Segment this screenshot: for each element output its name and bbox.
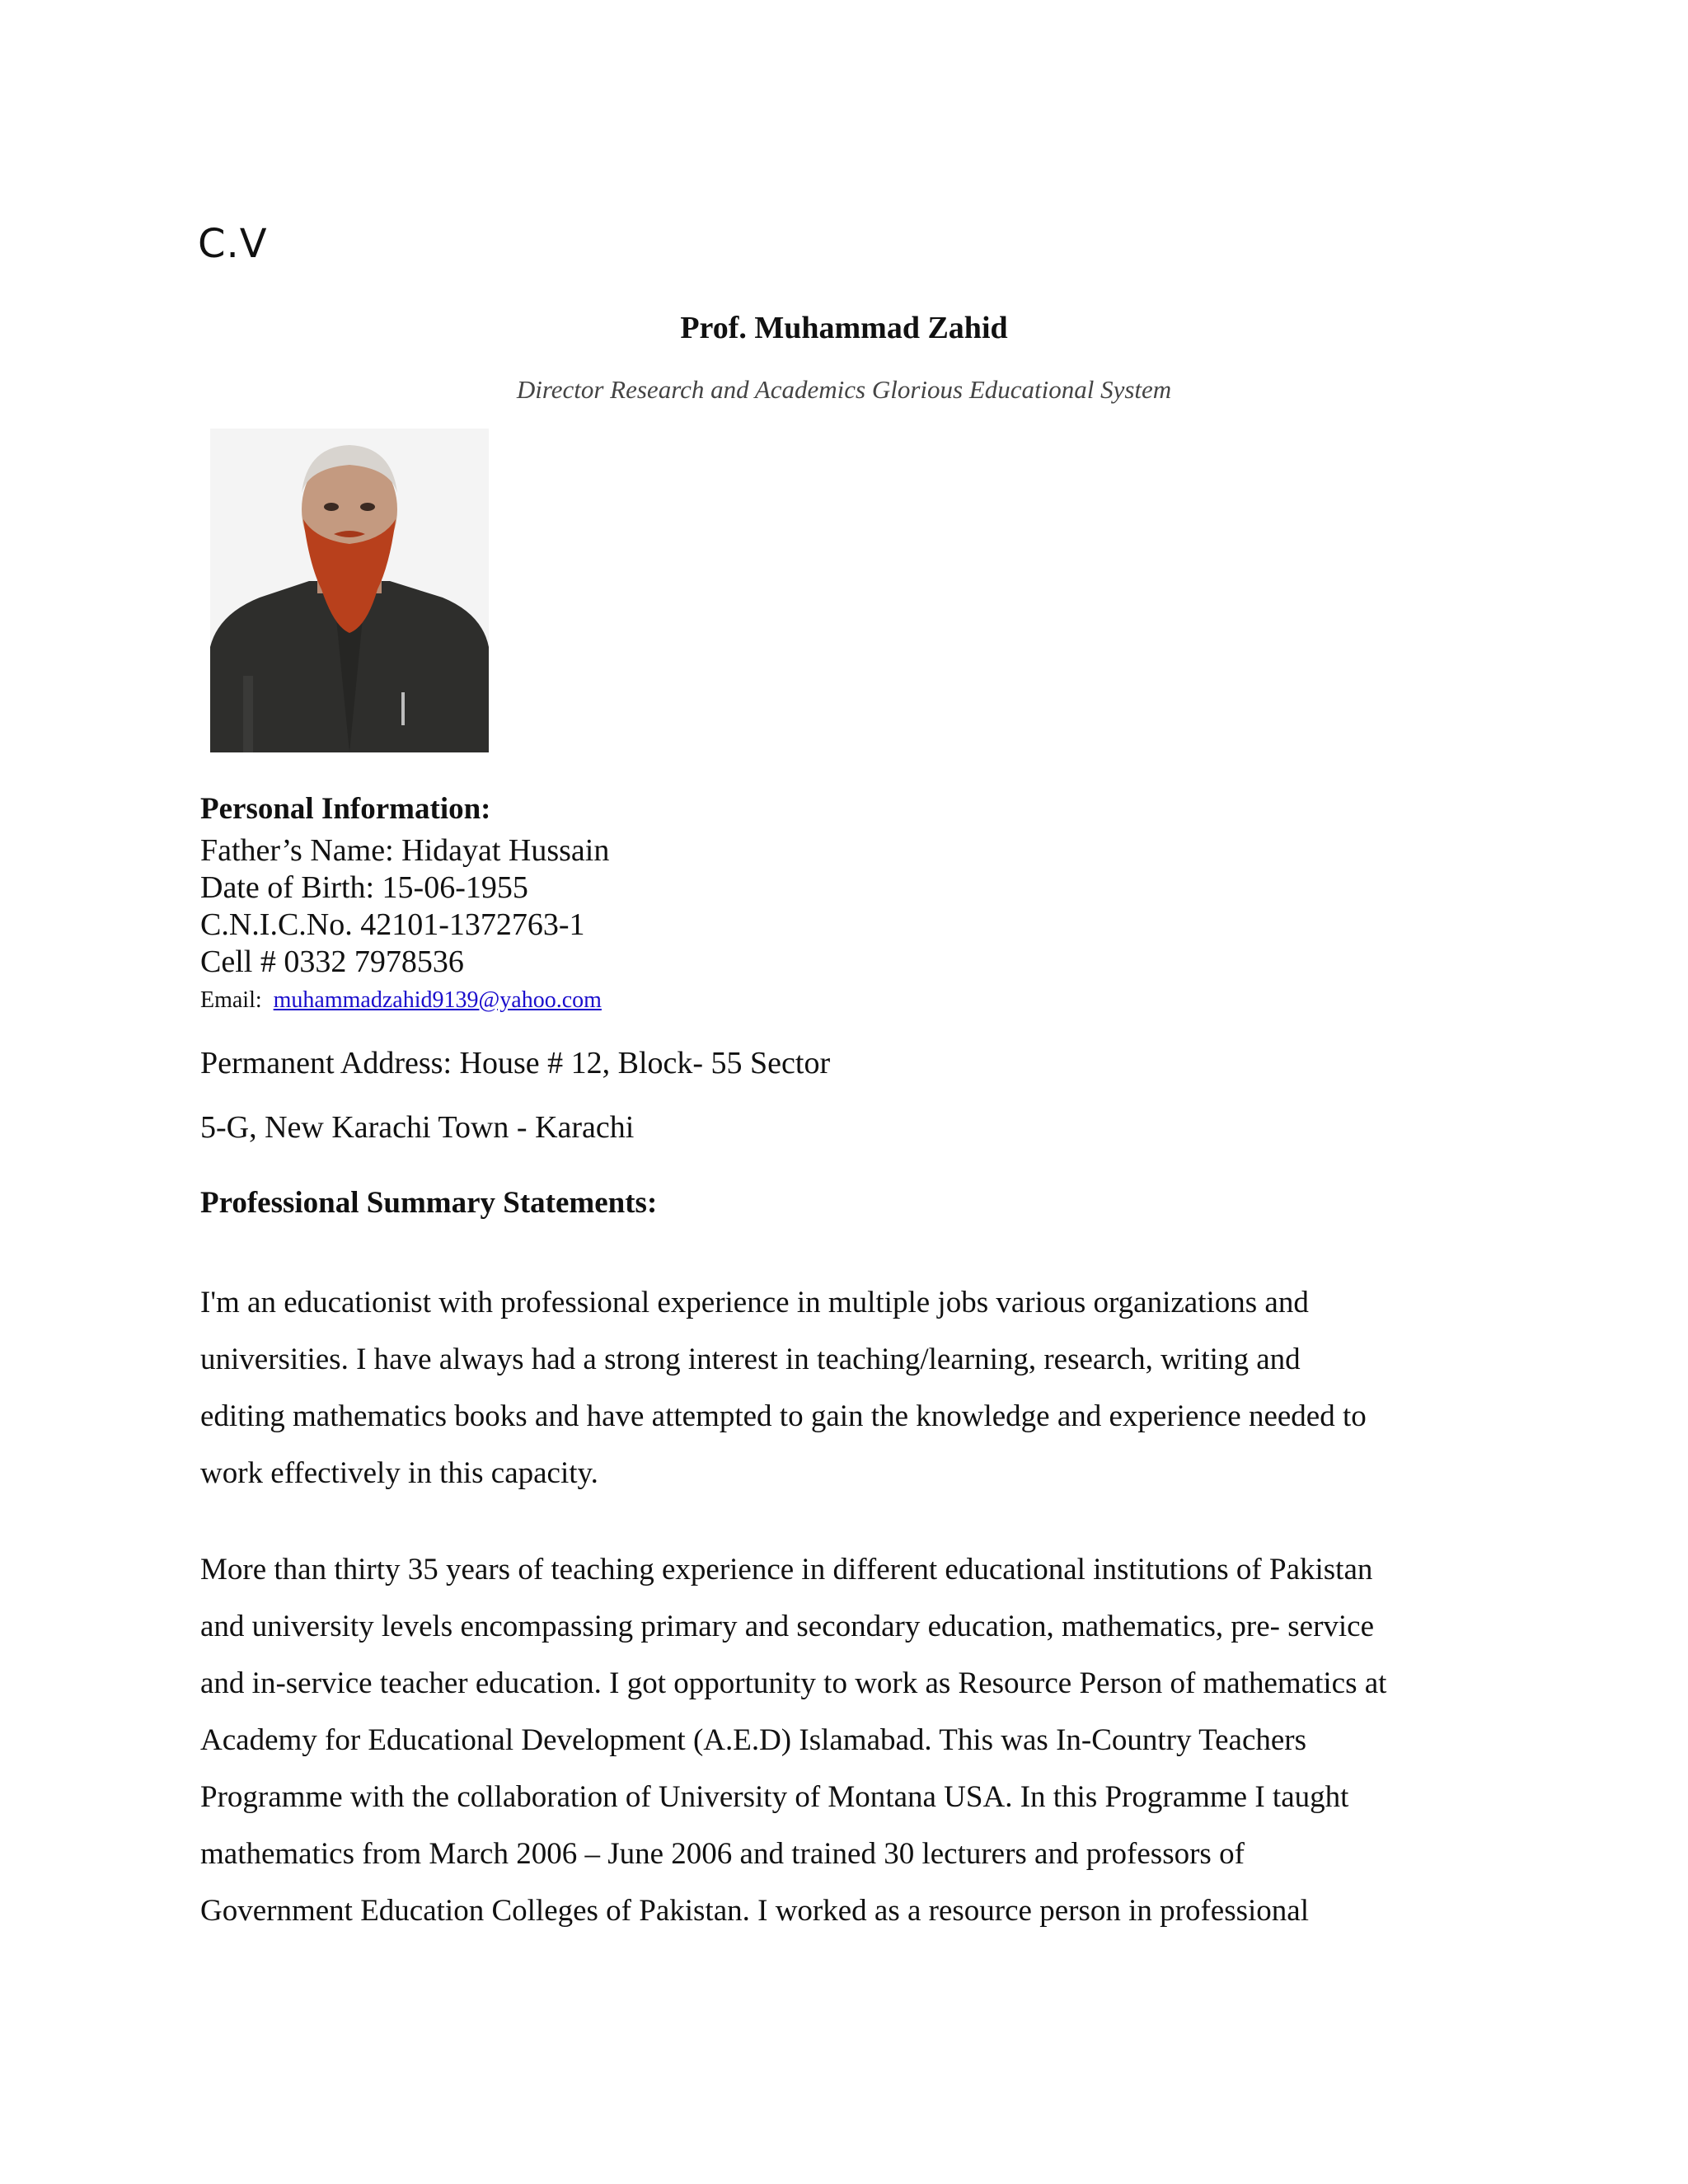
paragraph-line: universities. I have always had a strong interest in teaching/learning, research, writing and	[200, 1343, 1301, 1376]
paragraph-line: More than thirty 35 years of teaching experience in different educational institutions of Pakistan	[200, 1553, 1373, 1586]
person-name: Prof. Muhammad Zahid	[680, 311, 1008, 345]
cell-number: Cell # 0332 7978536	[200, 944, 464, 979]
paragraph-line: and in-service teacher education. I got opportunity to work as Resource Person of mathematics at	[200, 1666, 1387, 1700]
address-line-1: Permanent Address: House # 12, Block- 55 Sector	[200, 1046, 831, 1080]
email-label: Email:	[200, 987, 262, 1013]
email-line	[200, 987, 602, 1014]
paragraph-line: work effectively in this capacity.	[200, 1456, 598, 1490]
cv-label: C.V	[198, 221, 268, 267]
paragraph-line: I'm an educationist with professional experience in multiple jobs various organizations and	[200, 1286, 1309, 1319]
paragraph-line: and university levels encompassing primary and secondary education, mathematics, pre- service	[200, 1610, 1375, 1643]
paragraph-line: editing mathematics books and have attempted to gain the knowledge and experience needed to	[200, 1399, 1367, 1433]
paragraph-line: mathematics from March 2006 – June 2006 and trained 30 lecturers and professors of	[200, 1837, 1245, 1871]
profile-photo	[210, 429, 489, 752]
job-title: Director Research and Academics Glorious Educational System	[516, 375, 1172, 404]
summary-paragraph-1	[200, 1274, 1503, 1502]
address-line-2: 5-G, New Karachi Town - Karachi	[200, 1110, 635, 1145]
paragraph-line: Programme with the collaboration of University of Montana USA. In this Programme I taught	[200, 1780, 1349, 1814]
summary-heading: Professional Summary Statements:	[200, 1186, 658, 1220]
fathers-name: Father’s Name: Hidayat Hussain	[200, 833, 610, 868]
paragraph-line: Academy for Educational Development (A.E.D) Islamabad. This was In-Country Teachers	[200, 1723, 1307, 1757]
cnic-number: C.N.I.C.No. 42101-1372763-1	[200, 907, 585, 942]
paragraph-line: Government Education Colleges of Pakistan. I worked as a resource person in professional	[200, 1894, 1309, 1928]
date-of-birth: Date of Birth: 15-06-1955	[200, 870, 528, 905]
email-link[interactable]: muhammadzahid9139@yahoo.com	[273, 987, 602, 1013]
personal-info-heading: Personal Information:	[200, 792, 491, 826]
summary-paragraph-2	[200, 1541, 1503, 1939]
